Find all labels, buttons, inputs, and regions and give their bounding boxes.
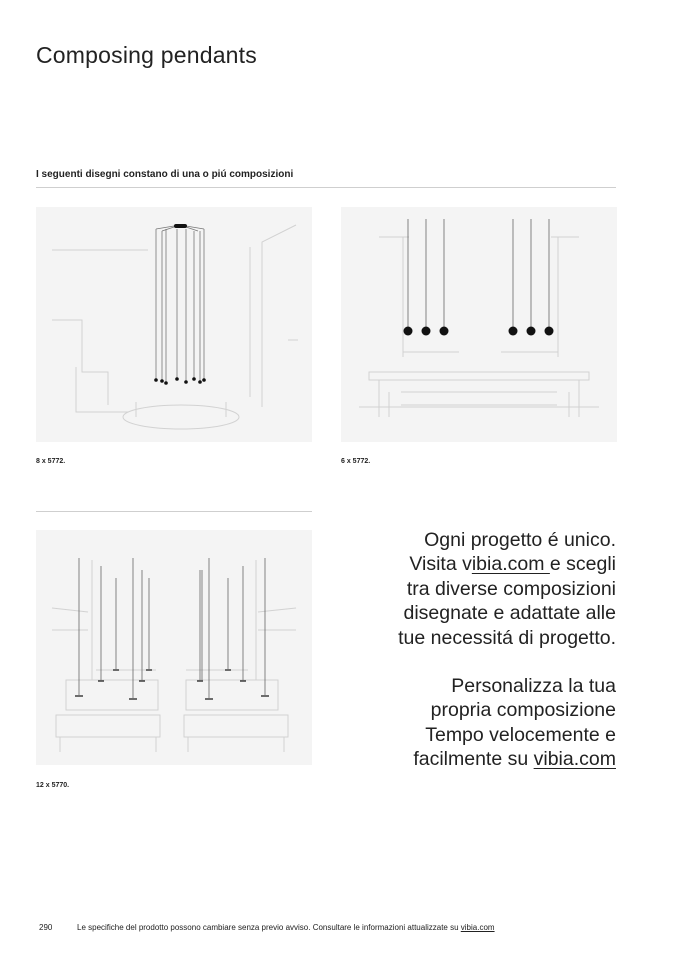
tables-illustration (36, 530, 312, 765)
promo-text (346, 528, 616, 796)
footer-vibia-link[interactable]: vibia.com (460, 923, 495, 932)
caption-composition-1: 8 x 5772. (36, 458, 66, 465)
promo-line: Ogni progetto é unico. (424, 529, 616, 551)
table-illustration (341, 207, 617, 442)
promo-line: Visita v (409, 553, 472, 576)
disclaimer-text: Le specifiche del prodotto possono cambiare senza previo avviso. Consultare le informazioni attualizzate su (77, 923, 461, 932)
divider (36, 511, 312, 512)
vibia-link[interactable]: vibia.com (533, 748, 616, 771)
caption-composition-2: 6 x 5772. (341, 458, 371, 465)
composition-drawing-6 (341, 207, 617, 442)
composition-drawing-12 (36, 530, 312, 765)
page-number: 290 (39, 923, 53, 932)
page-title: Composing pendants (36, 42, 257, 68)
promo-line: facilmente su (413, 748, 534, 771)
promo-paragraph-1 (346, 528, 616, 650)
promo-line: disegnate e adattate alle (403, 602, 616, 625)
room-illustration (36, 207, 312, 442)
promo-line: tra diverse composizioni (406, 577, 616, 600)
promo-line: tue necessitá di progetto. (398, 626, 616, 649)
divider (36, 187, 616, 188)
vibia-link[interactable]: ibia.com (471, 553, 550, 576)
composition-drawing-8 (36, 207, 312, 442)
section-subtitle: I seguenti disegni constano di una o piú composizioni (36, 169, 294, 180)
promo-paragraph-2 (346, 674, 616, 772)
footer-disclaimer (77, 923, 495, 932)
promo-line: propria composizione (430, 699, 616, 722)
promo-line: Personalizza la tua (451, 675, 616, 698)
caption-composition-3: 12 x 5770. (36, 782, 70, 789)
promo-line: e scegli (549, 553, 616, 576)
promo-line: Tempo velocemente e (425, 723, 616, 746)
